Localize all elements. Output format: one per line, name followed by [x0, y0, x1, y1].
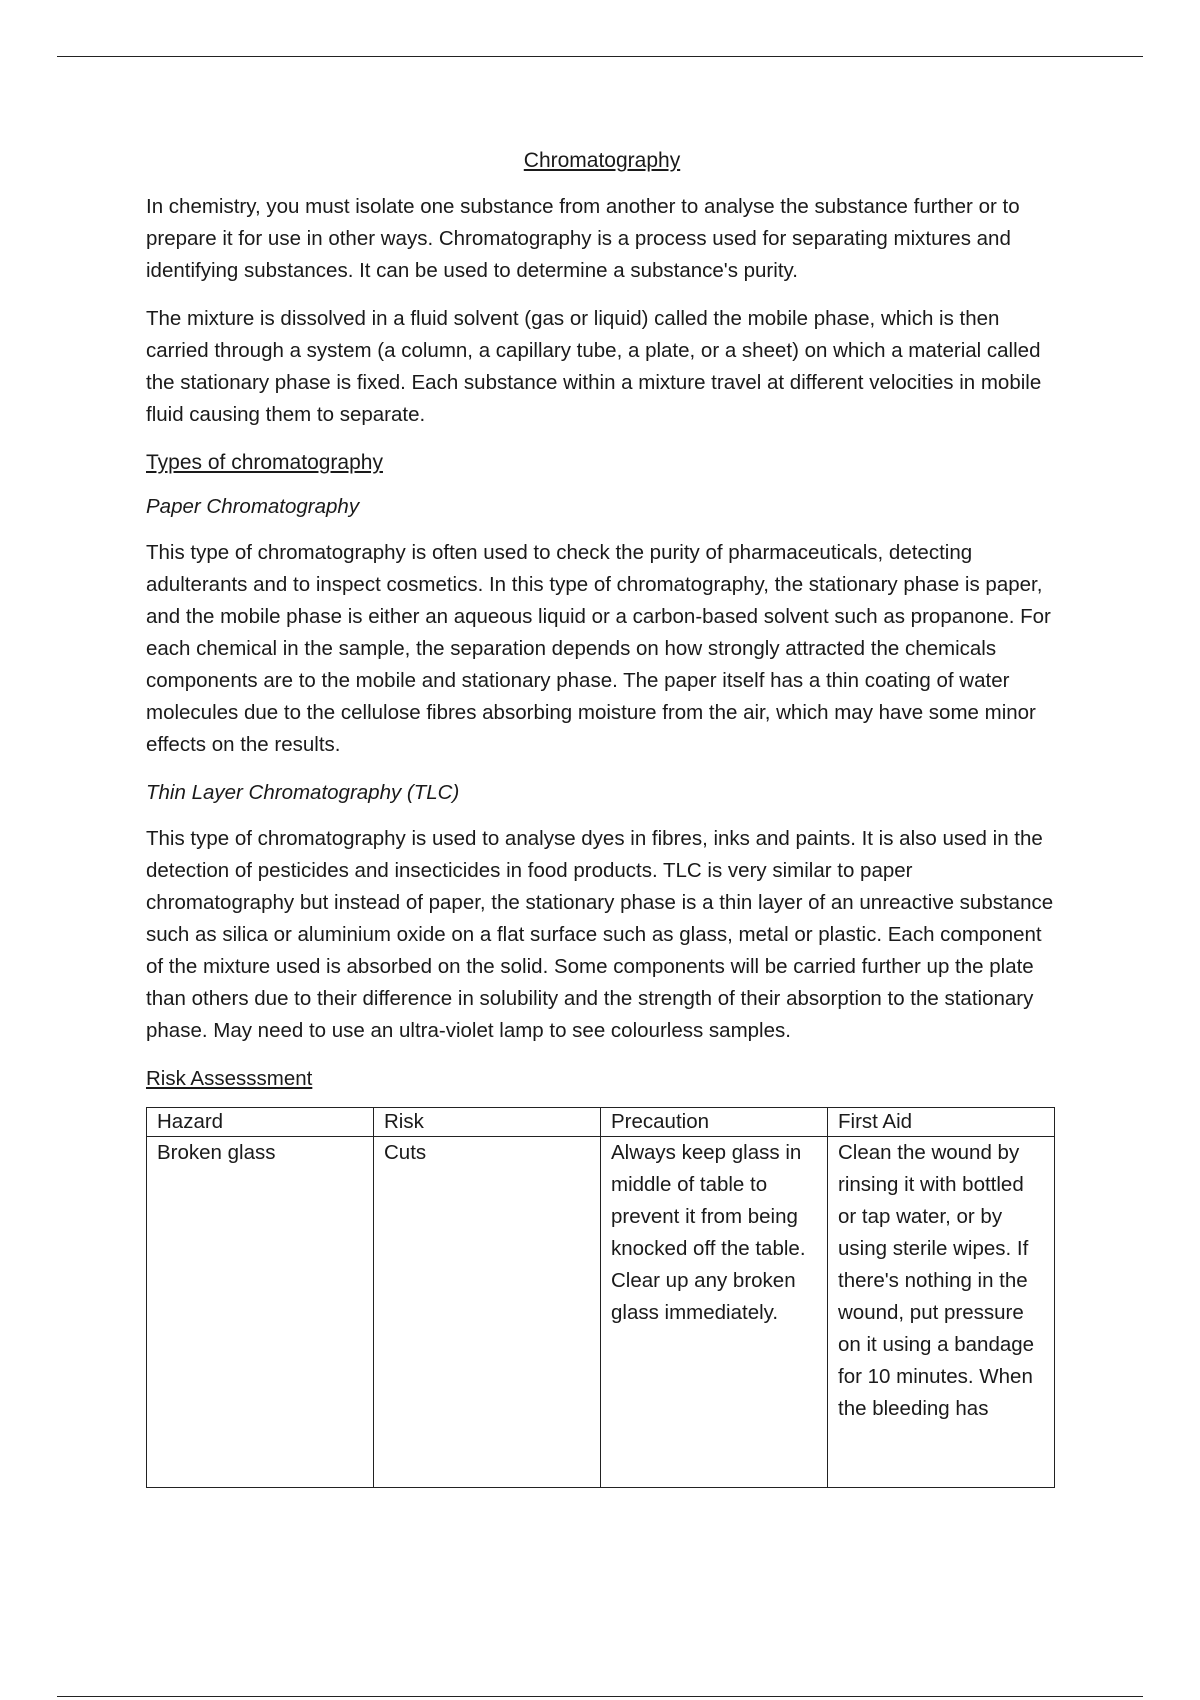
risk-assessment-heading: Risk Assesssment — [146, 1067, 313, 1090]
intro-paragraph-2: The mixture is dissolved in a fluid solvent (gas or liquid) called the mobile phase, which is then carried through a system (a column, a capillary tube, a plate, or a sheet) on which a material called the stationary phase is fixed. Each substance within a mixture travel at different velocities in mobile fluid causing them to separate. — [146, 307, 1042, 426]
types-heading: Types of chromatography — [146, 451, 383, 474]
page-top-rule — [57, 56, 1143, 57]
paper-chromatography-heading: Paper Chromatography — [146, 495, 360, 518]
column-header-first-aid: First Aid — [828, 1108, 1055, 1137]
risk-assessment-table — [146, 1107, 1055, 1488]
column-header-hazard: Hazard — [147, 1108, 374, 1137]
document-body — [146, 145, 1058, 1488]
table-header-row — [147, 1108, 1055, 1137]
column-header-risk: Risk — [374, 1108, 601, 1137]
intro-paragraph-1: In chemistry, you must isolate one substance from another to analyse the substance further or to prepare it for use in other ways. Chromatography is a process used for separating mixtures and identifying substances. It can be used to determine a substance's purity. — [146, 195, 1020, 282]
paper-chromatography-paragraph: This type of chromatography is often used to check the purity of pharmaceuticals, detecting adulterants and to inspect cosmetics. In this type of chromatography, the stationary phase is paper, and the mobile phase is either an aqueous liquid or a carbon-based solvent such as propanone. For each chemical in the sample, the separation depends on how strongly attracted the chemicals components are to the mobile and stationary phase. The paper itself has a thin coating of water molecules due to the cellulose fibres absorbing moisture from the air, which may have some minor effects on the results. — [146, 541, 1051, 756]
tlc-paragraph: This type of chromatography is used to analyse dyes in fibres, inks and paints. It is also used in the detection of pesticides and insecticides in food products. TLC is very similar to paper chromatography but instead of paper, the stationary phase is a thin layer of an unreactive substance such as silica or aluminium oxide on a flat surface such as glass, metal or plastic. Each component of the mixture used is absorbed on the solid. Some components will be carried further up the plate than others due to their difference in solubility and the strength of their absorption to the stationary phase. May need to use an ultra-violet lamp to see colourless samples. — [146, 827, 1054, 1042]
cell-risk: Cuts — [374, 1137, 601, 1488]
document-title: Chromatography — [523, 149, 681, 172]
cell-precaution: Always keep glass in middle of table to prevent it from being knocked off the table. Clear up any broken glass immediately. — [601, 1137, 828, 1488]
tlc-heading: Thin Layer Chromatography (TLC) — [146, 781, 460, 804]
table-row — [147, 1137, 1055, 1488]
page-bottom-rule — [57, 1696, 1143, 1697]
cell-hazard: Broken glass — [147, 1137, 374, 1488]
column-header-precaution: Precaution — [601, 1108, 828, 1137]
cell-first-aid: Clean the wound by rinsing it with bottled or tap water, or by using sterile wipes. If there's nothing in the wound, put pressure on it using a bandage for 10 minutes. When the bleeding has — [828, 1137, 1055, 1488]
